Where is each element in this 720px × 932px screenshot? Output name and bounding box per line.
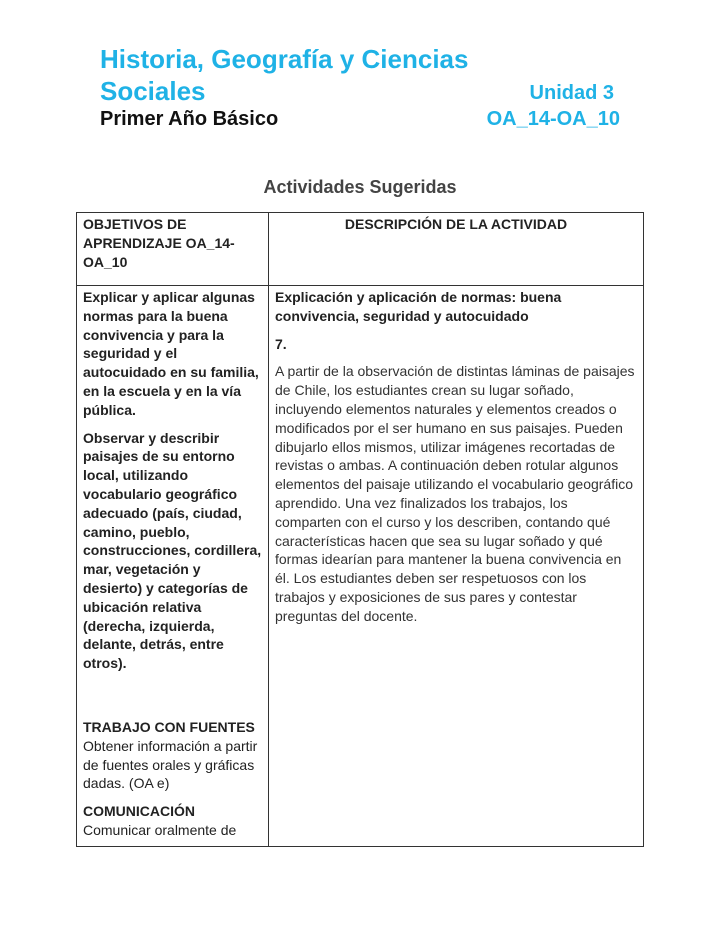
description-cell <box>269 286 644 847</box>
document-title-line-2: Sociales <box>100 76 206 106</box>
header-description-cell: DESCRIPCIÓN DE LA ACTIVIDAD <box>269 213 644 286</box>
section-title: Actividades Sugeridas <box>263 177 457 197</box>
skill-1-title: TRABAJO CON FUENTES <box>83 718 255 735</box>
unit-label: Unidad 3 <box>529 82 614 104</box>
table-content-row <box>77 286 644 847</box>
objective-1: Explicar y aplicar algunas normas para la buena convivencia y para la seguridad y el autocuidado en su familia, en la escuela y en la vía pública. <box>83 289 259 418</box>
document-title-line-1: Historia, Geografía y Ciencias <box>100 44 469 74</box>
objectives-cell <box>77 286 269 847</box>
activity-title: Explicación y aplicación de normas: buena convivencia, seguridad y autocuidado <box>275 289 562 324</box>
activity-description: A partir de la observación de distintas láminas de paisajes de Chile, los estudiantes crean su lugar soñado, incluyendo elementos naturales y elementos creados o modificados por el ser humano en sus paisajes. Pueden dibujarlo ellos mismos, utilizar imágenes recortadas de revistas o ambas. A continuación deben rotular algunos elementos del paisaje utilizando el vocabulario geográfico aprendido. Una vez finalizados los trabajos, los comparten con el curso y los describen, contando qué características hacen que sea su lugar soñado y qué formas idearían para mantener la buena convivencia en él. Los estudiantes deben ser respetuosos con los trabajos y exposiciones de sus pares y contestar preguntas del docente. <box>275 363 635 624</box>
oa-code-label: OA_14-OA_10 <box>486 108 620 130</box>
activities-table <box>76 212 644 847</box>
objective-2: Observar y describir paisajes de su entorno local, utilizando vocabulario geográfico adecuado (país, ciudad, camino, pueblo, construcciones, cordillera, mar, vegetación y desierto) y categorías de ubicación relativa (derecha, izquierda, delante, detrás, entre otros). <box>83 429 262 672</box>
header-objectives-cell: OBJETIVOS DE APRENDIZAJE OA_14-OA_10 <box>77 213 269 286</box>
table-header-row <box>77 213 644 286</box>
grade-label: Primer Año Básico <box>100 108 279 130</box>
activity-number: 7. <box>275 335 287 352</box>
skill-1-text: Obtener información a partir de fuentes orales y gráficas dadas. (OA e) <box>83 737 258 792</box>
skill-2-text: Comunicar oralmente de <box>83 821 237 838</box>
skill-2-title: COMUNICACIÓN <box>83 803 195 820</box>
